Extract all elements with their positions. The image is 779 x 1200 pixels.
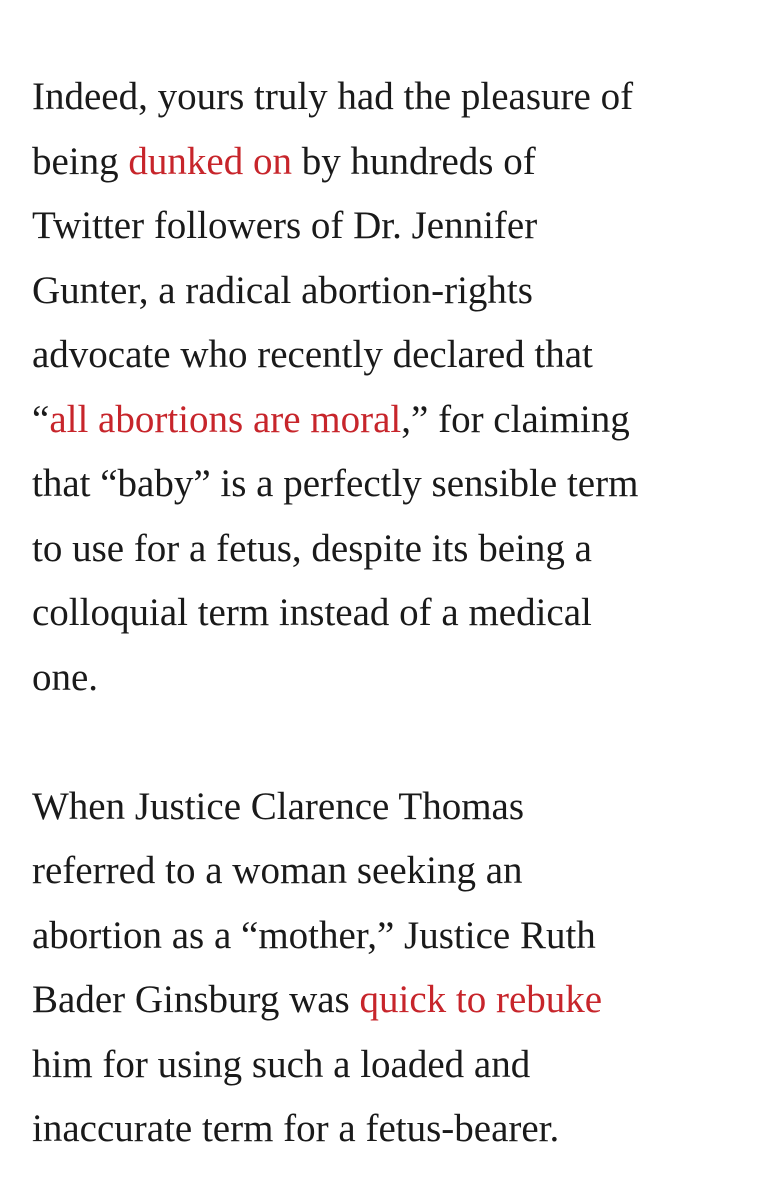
text-line bbox=[32, 130, 752, 195]
text-segment: by hundreds of bbox=[291, 139, 536, 183]
text-line bbox=[32, 517, 752, 582]
text-segment: one. bbox=[32, 655, 99, 699]
text-segment: ,” for claiming bbox=[401, 397, 630, 441]
text-segment: Twitter followers of Dr. Jennifer bbox=[32, 204, 538, 247]
text-segment: referred to a woman seeking an bbox=[32, 849, 523, 892]
paragraph-gap bbox=[32, 710, 752, 775]
text-segment: When Justice Clarence Thomas bbox=[32, 784, 525, 828]
text-segment: abortion as a “mother,” Justice Ruth bbox=[32, 913, 596, 957]
text-line bbox=[32, 968, 752, 1033]
text-line bbox=[32, 452, 752, 517]
text-segment: colloquial term instead of a medical bbox=[32, 591, 592, 634]
text-segment: advocate who recently declared that bbox=[32, 333, 593, 376]
text-line bbox=[32, 581, 752, 646]
text-segment: to use for a fetus, despite its being a bbox=[32, 526, 592, 570]
text-line bbox=[32, 839, 752, 904]
text-line bbox=[32, 259, 752, 324]
article-body bbox=[32, 65, 752, 1162]
text-line bbox=[32, 1033, 752, 1098]
text-segment: inaccurate term for a fetus-bearer. bbox=[32, 1107, 560, 1150]
text-line bbox=[32, 904, 752, 969]
text-line bbox=[32, 646, 752, 711]
text-segment: Gunter, a radical abortion-rights bbox=[32, 268, 533, 312]
text-segment: that “baby” is a perfectly sensible term bbox=[32, 462, 639, 505]
text-line bbox=[32, 323, 752, 388]
text-line bbox=[32, 1097, 752, 1162]
text-line bbox=[32, 388, 752, 453]
text-segment: Indeed, yours truly had the pleasure of bbox=[32, 75, 634, 118]
text-segment: “ bbox=[32, 397, 50, 441]
text-segment: Bader Ginsburg was bbox=[32, 978, 360, 1021]
inline-link[interactable]: quick to rebuke bbox=[359, 978, 603, 1021]
text-segment: him for using such a loaded and bbox=[32, 1042, 531, 1086]
paragraph-2 bbox=[32, 775, 752, 1162]
inline-link[interactable]: all abortions are moral bbox=[49, 397, 402, 441]
text-line bbox=[32, 194, 752, 259]
text-line bbox=[32, 775, 752, 840]
inline-link[interactable]: dunked on bbox=[128, 139, 292, 183]
paragraph-1 bbox=[32, 65, 752, 710]
text-line bbox=[32, 65, 752, 130]
text-segment: being bbox=[32, 139, 129, 183]
